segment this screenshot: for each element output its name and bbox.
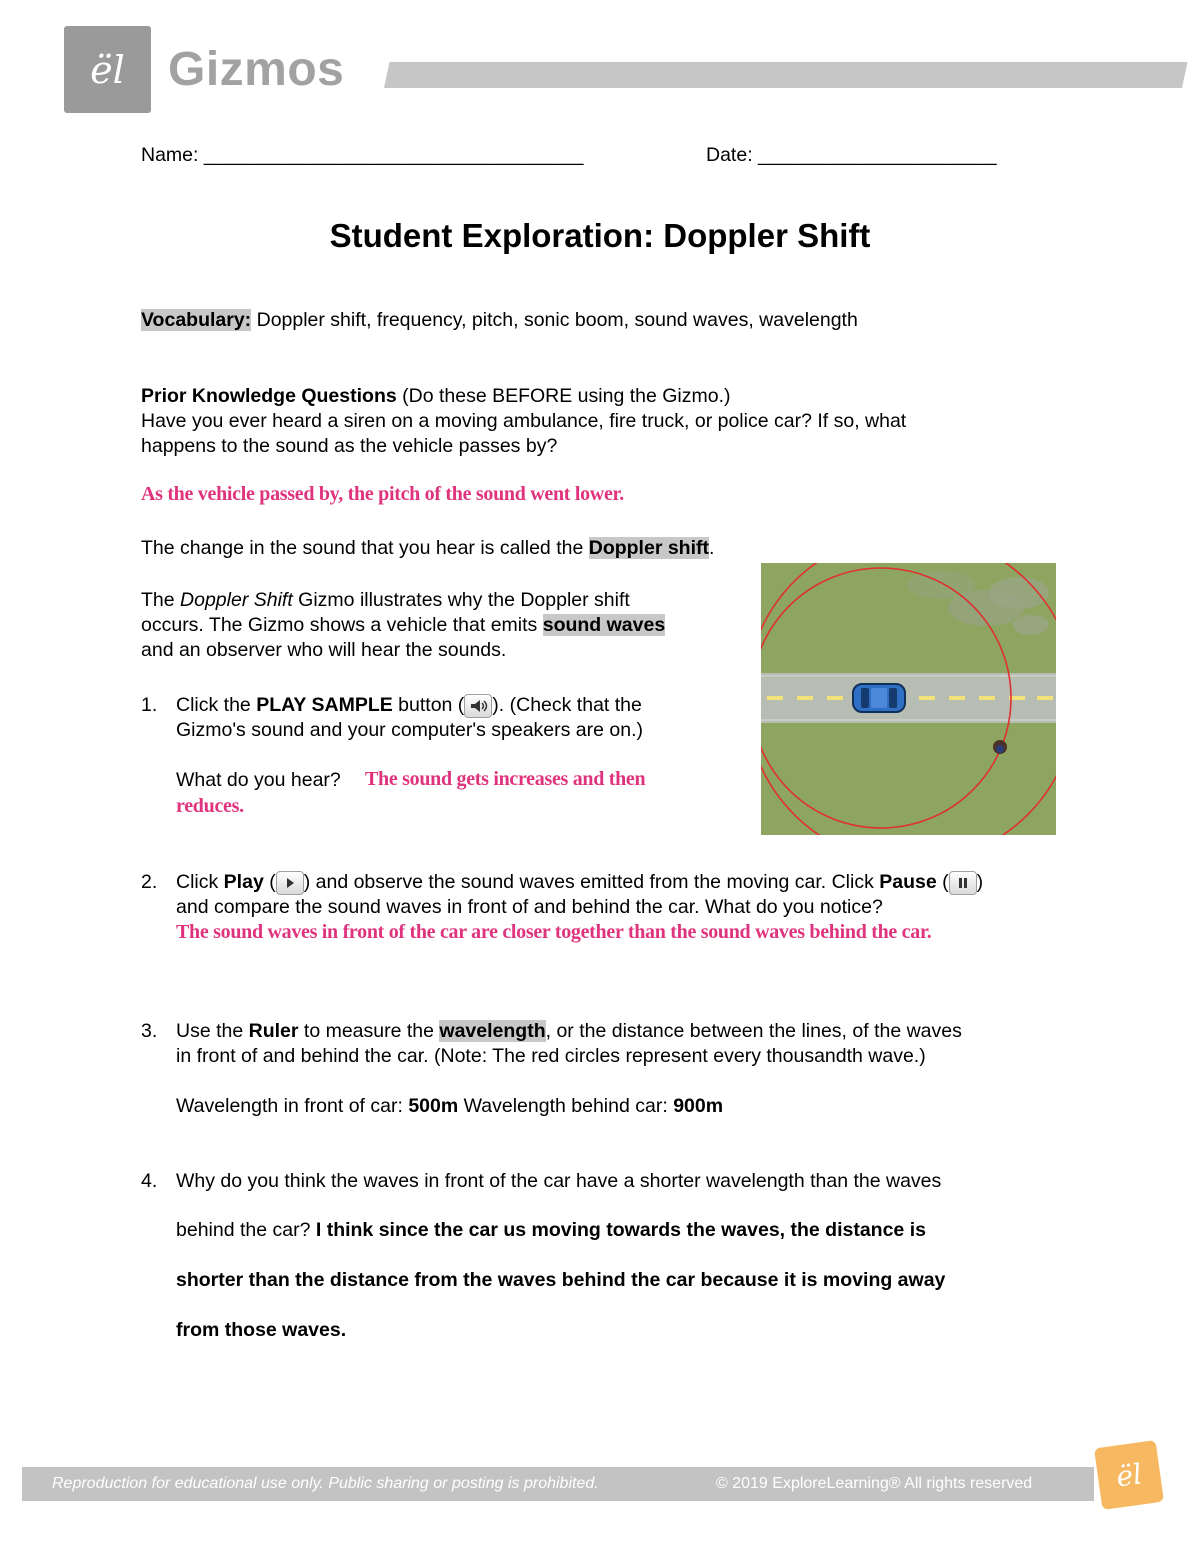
road-edge bbox=[761, 719, 1056, 721]
q4-line2 bbox=[176, 1218, 1076, 1243]
q3-text-e: , or the distance between the lines, of the waves bbox=[545, 1020, 962, 1042]
q4-question-end: behind the car? bbox=[176, 1219, 316, 1241]
intro-text: The change in the sound that you hear is called the bbox=[141, 537, 589, 559]
doppler-intro-line bbox=[141, 536, 714, 561]
q2-text-d: ) and observe the sound waves emitted from the moving car. Click bbox=[303, 871, 880, 893]
doppler-shift-term: Doppler shift bbox=[588, 537, 709, 559]
desc-text: The bbox=[141, 589, 181, 611]
gizmo-name: Doppler Shift bbox=[180, 589, 293, 611]
q2-text-c: ( bbox=[263, 871, 276, 893]
q2-text-g: ) bbox=[976, 871, 984, 893]
gizmo-screenshot bbox=[761, 563, 1056, 835]
explorelearning-logo: ël bbox=[1094, 1440, 1164, 1510]
vocabulary-label: Vocabulary: bbox=[141, 309, 252, 331]
q1-answer-line2: reduces. bbox=[176, 795, 244, 817]
q4-answer-part1: I think since the car us moving towards the waves, the distance is bbox=[315, 1219, 926, 1241]
play-icon bbox=[276, 871, 304, 895]
gizmos-logo bbox=[64, 26, 151, 113]
q2-text-f: ( bbox=[936, 871, 949, 893]
q3-line2: in front of and behind the car. (Note: The red circles represent every thousandth wave.) bbox=[176, 1045, 926, 1067]
pause-icon bbox=[949, 871, 977, 895]
brand-title: Gizmos bbox=[168, 43, 345, 96]
footer-copyright: © 2019 ExploreLearning® All rights reserved bbox=[716, 1475, 1033, 1492]
desc-text: and an observer who will hear the sounds. bbox=[141, 639, 507, 661]
prior-knowledge-section bbox=[141, 384, 1041, 459]
desc-text: Gizmo illustrates why the Doppler shift bbox=[292, 589, 630, 611]
q1-number: 1. bbox=[141, 694, 158, 716]
q4-line1: Why do you think the waves in front of the car have a shorter wavelength than the waves bbox=[176, 1170, 942, 1192]
bush bbox=[907, 571, 975, 599]
q4-answer-part2: shorter than the distance from the waves behind the car because it is moving away bbox=[176, 1269, 946, 1291]
pause-label: Pause bbox=[879, 871, 937, 893]
doppler-scene bbox=[761, 563, 1056, 835]
q1-prompt: What do you hear? bbox=[176, 769, 341, 791]
q2-text bbox=[176, 870, 1076, 920]
page-title: Student Exploration: Doppler Shift bbox=[329, 217, 871, 254]
behind-wavelength-value: 900m bbox=[673, 1095, 724, 1117]
name-field-label: Name: ___________________________________ bbox=[141, 144, 584, 166]
q3-wavelength-values bbox=[176, 1094, 723, 1119]
footer-disclaimer: Reproduction for educational use only. Public sharing or posting is prohibited. bbox=[52, 1475, 599, 1492]
prior-question-line1: Have you ever heard a siren on a moving ambulance, fire truck, or police car? If so, what bbox=[141, 410, 907, 432]
q2-line2: and compare the sound waves in front of and behind the car. What do you notice? bbox=[176, 896, 883, 918]
vocabulary-terms: Doppler shift, frequency, pitch, sonic boom, sound waves, wavelength bbox=[251, 309, 858, 331]
bush bbox=[1013, 615, 1049, 635]
sound-waves-term: sound waves bbox=[542, 614, 666, 636]
prior-answer: As the vehicle passed by, the pitch of the sound went lower. bbox=[141, 483, 624, 505]
prior-knowledge-heading: Prior Knowledge Questions bbox=[141, 385, 397, 407]
car bbox=[853, 684, 905, 712]
play-sample-label: PLAY SAMPLE bbox=[256, 694, 393, 716]
play-label: Play bbox=[223, 871, 264, 893]
prior-knowledge-note: (Do these BEFORE using the Gizmo.) bbox=[396, 385, 731, 407]
observer bbox=[993, 740, 1007, 754]
logo-mark: ël bbox=[90, 47, 125, 92]
q1-answer-line1: The sound gets increases and then bbox=[365, 768, 646, 790]
q1-text-d: ). (Check that the bbox=[492, 694, 642, 716]
q1-text-c: button ( bbox=[392, 694, 465, 716]
speaker-icon bbox=[464, 694, 492, 718]
q3-text-c: to measure the bbox=[298, 1020, 440, 1042]
road-edge bbox=[761, 675, 1056, 677]
q1-text-a: Click the bbox=[176, 694, 257, 716]
q2-number: 2. bbox=[141, 871, 158, 893]
q3-text-a: Use the bbox=[176, 1020, 249, 1042]
behind-wavelength-label: Wavelength behind car: bbox=[458, 1095, 674, 1117]
intro-period: . bbox=[708, 537, 715, 559]
date-field-label: Date: ______________________ bbox=[706, 144, 997, 166]
front-wavelength-label: Wavelength in front of car: bbox=[176, 1095, 409, 1117]
ruler-label: Ruler bbox=[248, 1020, 299, 1042]
prior-question-line2: happens to the sound as the vehicle passes by? bbox=[141, 435, 558, 457]
vocabulary-line bbox=[141, 308, 858, 333]
q3-number: 3. bbox=[141, 1020, 158, 1042]
q4-number: 4. bbox=[141, 1170, 158, 1192]
q3-text bbox=[176, 1019, 1076, 1069]
q1-line2: Gizmo's sound and your computer's speakers are on.) bbox=[176, 719, 644, 741]
q2-text-a: Click bbox=[176, 871, 224, 893]
q2-answer: The sound waves in front of the car are closer together than the sound waves behind the car. bbox=[176, 921, 932, 943]
header-bar bbox=[384, 62, 1188, 88]
bush bbox=[989, 577, 1049, 609]
q4-answer-part3: from those waves. bbox=[176, 1319, 347, 1341]
desc-text: occurs. The Gizmo shows a vehicle that emits bbox=[141, 614, 543, 636]
wavelength-term: wavelength bbox=[439, 1020, 546, 1042]
gizmo-description bbox=[141, 588, 741, 663]
q1-text bbox=[176, 693, 736, 743]
front-wavelength-value: 500m bbox=[408, 1095, 459, 1117]
